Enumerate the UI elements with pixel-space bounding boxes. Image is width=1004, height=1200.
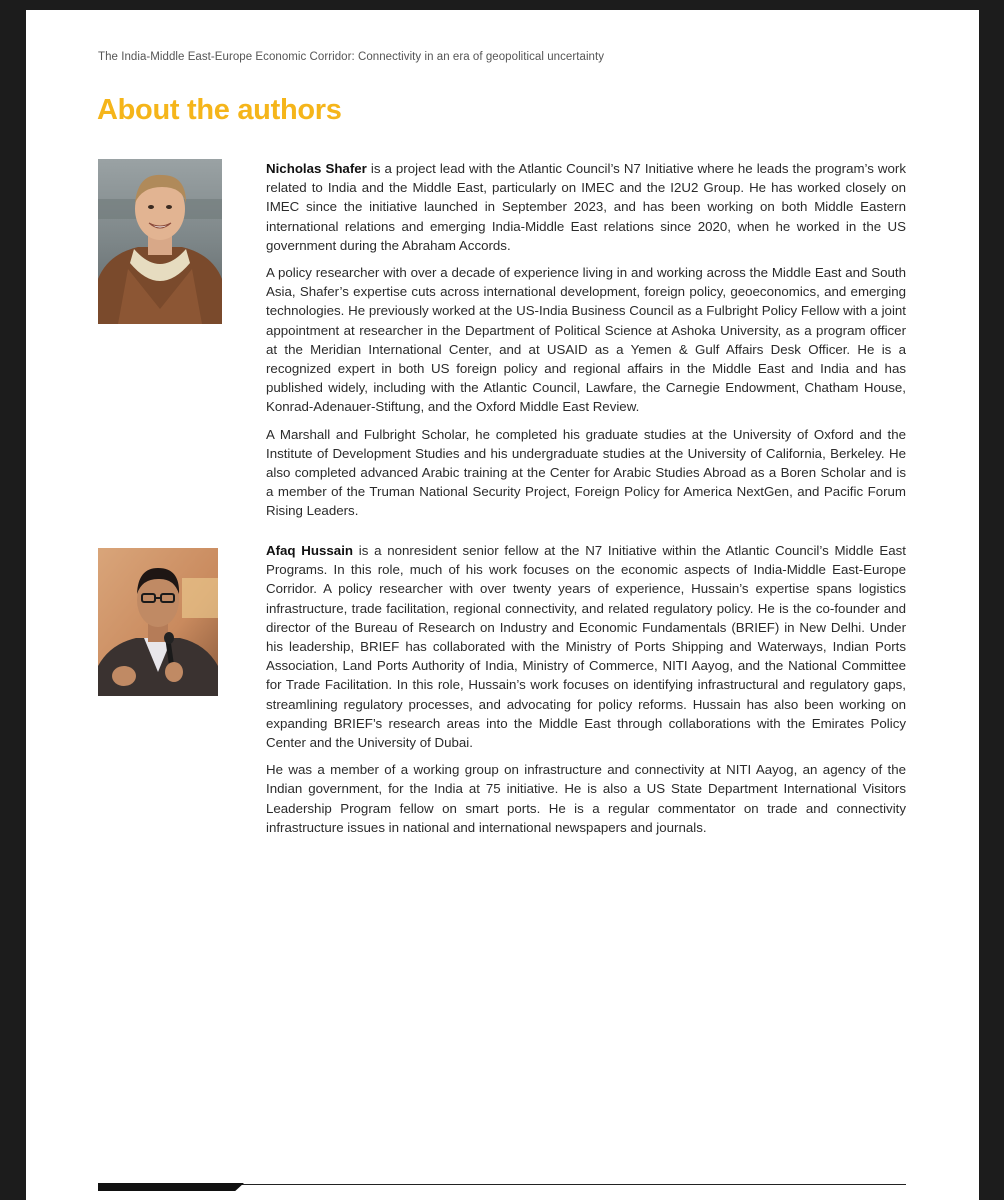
section-title: About the authors (97, 94, 342, 126)
running-header: The India-Middle East-Europe Economic Corridor: Connectivity in an era of geopolitical uncertainty (98, 51, 605, 63)
bio-paragraph: A policy researcher with over a decade of experience living in and working across the Middle East and South Asia, Shafer’s expertise cuts across international development, foreign policy, geoeconomics, and emerging technologies. He previously worked at the US-India Business Council as a Fulbright Policy Fellow with a joint appointment at researcher in the Department of Political Science at Ashoka University, as a program officer at the Meridian International Center, and at USAID as a Yemen & Gulf Affairs Desk Officer. He is a recognized expert in both US foreign policy and regional affairs in the Middle East and India and has published widely, including with the Atlantic Council, Lawfare, the Carnegie Endowment, Chatham House, Konrad-Adenauer-Stiftung, and the Oxford Middle East Review. (266, 265, 906, 415)
bio-paragraph: A Marshall and Fulbright Scholar, he completed his graduate studies at the University of Oxford and the Institute of Development Studies and his undergraduate studies at the University of California, Berkeley. He also completed advanced Arabic training at the Center for Arabic Studies Abroad as a Boren Scholar and is a member of the Truman National Security Project, Foreign Policy for America NextGen, and Pacific Forum Rising Leaders. (266, 426, 906, 519)
footer-bar (98, 1183, 244, 1191)
author-bio-afaq-hussain (266, 541, 906, 845)
author-name: Afaq Hussain (266, 543, 354, 558)
bio-paragraph (266, 541, 906, 752)
author-photo-afaq-hussain (98, 548, 218, 696)
author-bio-nicholas-shafer (266, 159, 906, 529)
bio-paragraph: He was a member of a working group on infrastructure and connectivity at NITI Aayog, an agency of the Indian government, for the India at 75 initiative. He is also a US State Department International Visitors Leadership Program fellow on smart ports. He is a regular commentator on trade and connectivity infrastructure issues in national and international newspapers and journals. (266, 762, 906, 835)
bio-text: is a nonresident senior fellow at the N7 Initiative within the Atlantic Council’s Middle East Programs. In this role, much of his work focuses on the economic aspects of India-Middle East-Europe Corridor. A policy researcher with over twenty years of experience, Hussain’s expertise spans logistics infrastructure, trade facilitation, regional connectivity, and related regulatory policy. He is the co-founder and director of the Bureau of Research on Industry and Economic Fundamentals (BRIEF) in New Delhi. Under his leadership, BRIEF has collaborated with the Ministry of Ports Shipping and Waterways, Indian Ports Association, Land Ports Authority of India, Ministry of Commerce, NITI Aayog, and the National Committee for Trade Facilitation. In this role, Hussain’s work focuses on identifying infrastructural and regulatory gaps, streamlining regulatory processes, and advocating for policy reforms. Hussain has also been working on expanding BRIEF’s research areas into the Middle East through collaborations with the Emirates Policy Center and the University of Dubai. (266, 543, 906, 751)
author-photo-nicholas-shafer (98, 159, 222, 324)
bio-paragraph (266, 159, 906, 255)
bio-text: is a project lead with the Atlantic Council’s N7 Initiative where he leads the program’s work related to India and the Middle East, particularly on IMEC and the I2U2 Group. He has worked closely on IMEC since the initiative launched in September 2023, and has been working on both Middle Eastern international relations and emerging India-Middle East relations since 2020, when he worked in the US government during the Abraham Accords. (266, 161, 907, 253)
author-name: Nicholas Shafer (266, 161, 367, 176)
document-page (26, 10, 979, 1200)
